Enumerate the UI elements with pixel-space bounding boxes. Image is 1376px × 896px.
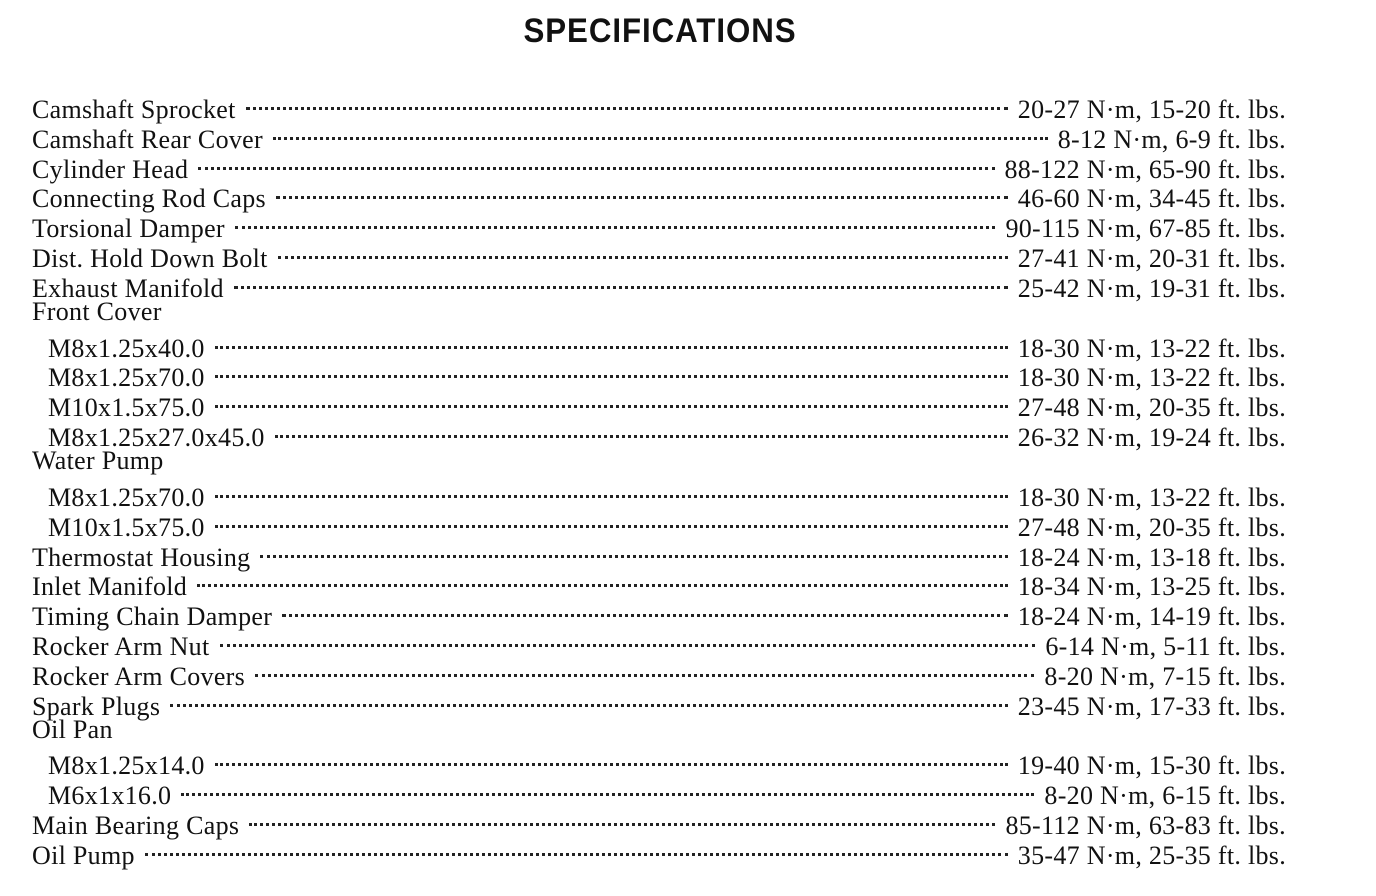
dot-leader: [215, 745, 1008, 775]
spec-label: Torsional Damper: [32, 214, 225, 244]
spec-label: Inlet Manifold: [32, 572, 188, 602]
spec-label: Thermostat Housing: [32, 542, 251, 572]
spec-value: 8-20 N·m, 7-15 ft. lbs.: [1044, 661, 1286, 691]
dot-leader: [220, 625, 1036, 655]
spec-label: Spark Plugs: [32, 691, 161, 721]
spec-label: M6x1x16.0: [48, 781, 172, 811]
spec-value: 18-30 N·m, 13-22 ft. lbs.: [1017, 333, 1286, 363]
dot-leader: [278, 237, 1008, 267]
spec-row: [32, 476, 1286, 512]
spec-label: Rocker Arm Nut: [32, 632, 210, 662]
spec-list: [32, 88, 1286, 870]
spec-label: Rocker Arm Covers: [32, 661, 246, 691]
spec-value: 27-48 N·m, 20-35 ft. lbs.: [1017, 512, 1286, 542]
dot-leader: [197, 566, 1008, 596]
page-title: SPECIFICATIONS: [523, 12, 797, 50]
spec-value: 18-34 N·m, 13-25 ft. lbs.: [1017, 572, 1286, 602]
dot-leader: [235, 207, 996, 237]
spec-value: 46-60 N·m, 34-45 ft. lbs.: [1017, 184, 1286, 214]
dot-leader: [145, 834, 1008, 864]
dot-leader: [234, 267, 1008, 297]
spec-value: 6-14 N·m, 5-11 ft. lbs.: [1045, 632, 1286, 662]
spec-label: Camshaft Rear Cover: [32, 124, 263, 154]
dot-leader: [260, 536, 1007, 566]
spec-value: 26-32 N·m, 19-24 ft. lbs.: [1017, 423, 1286, 453]
spec-value: 90-115 N·m, 67-85 ft. lbs.: [1005, 214, 1286, 244]
dot-leader: [215, 506, 1008, 536]
spec-label: Timing Chain Damper: [32, 602, 273, 632]
spec-value: 85-112 N·m, 63-83 ft. lbs.: [1005, 811, 1286, 841]
dot-leader: [181, 774, 1034, 804]
dot-leader: [215, 386, 1008, 416]
spec-label: Connecting Rod Caps: [32, 184, 266, 214]
spec-label: Exhaust Manifold: [32, 273, 224, 303]
dot-leader: [170, 685, 1008, 715]
spec-label: Camshaft Sprocket: [32, 94, 236, 124]
spec-value: 27-41 N·m, 20-31 ft. lbs.: [1017, 244, 1286, 274]
spec-label: M8x1.25x70.0: [48, 482, 205, 512]
dot-leader: [282, 595, 1008, 625]
spec-label: M10x1.5x75.0: [48, 393, 205, 423]
spec-value: 35-47 N·m, 25-35 ft. lbs.: [1017, 840, 1286, 870]
dot-leader: [215, 476, 1008, 506]
spec-value: 23-45 N·m, 17-33 ft. lbs.: [1017, 691, 1286, 721]
spec-value: 20-27 N·m, 15-20 ft. lbs.: [1017, 94, 1286, 124]
spec-row: [32, 327, 1286, 363]
spec-label: Cylinder Head: [32, 154, 189, 184]
spec-value: 18-30 N·m, 13-22 ft. lbs.: [1017, 363, 1286, 393]
spec-label: M8x1.25x70.0: [48, 363, 205, 393]
spec-value: 25-42 N·m, 19-31 ft. lbs.: [1017, 273, 1286, 303]
spec-value: 18-24 N·m, 13-18 ft. lbs.: [1017, 542, 1286, 572]
spec-value: 19-40 N·m, 15-30 ft. lbs.: [1017, 751, 1286, 781]
dot-leader: [198, 148, 994, 178]
spec-label: Dist. Hold Down Bolt: [32, 244, 268, 274]
spec-row: [32, 88, 1286, 124]
dot-leader: [275, 416, 1008, 446]
spec-value: 88-122 N·m, 65-90 ft. lbs.: [1004, 154, 1286, 184]
dot-leader: [246, 88, 1008, 118]
dot-leader: [276, 178, 1008, 208]
dot-leader: [255, 655, 1034, 685]
spec-value: 18-30 N·m, 13-22 ft. lbs.: [1017, 482, 1286, 512]
dot-leader: [249, 804, 995, 834]
spec-row: [32, 745, 1286, 781]
spec-label: Main Bearing Caps: [32, 811, 240, 841]
spec-value: 8-12 N·m, 6-9 ft. lbs.: [1057, 124, 1286, 154]
dot-leader: [215, 357, 1008, 387]
dot-leader: [273, 118, 1048, 148]
spec-label: Oil Pump: [32, 840, 135, 870]
spec-label: Front Cover: [32, 296, 162, 326]
spec-value: 8-20 N·m, 6-15 ft. lbs.: [1044, 781, 1286, 811]
spec-label: Water Pump: [32, 446, 164, 476]
dot-leader: [215, 327, 1008, 357]
spec-label: M8x1.25x40.0: [48, 333, 205, 363]
spec-label: M8x1.25x14.0: [48, 751, 205, 781]
spec-label: M8x1.25x27.0x45.0: [48, 423, 265, 453]
spec-value: 18-24 N·m, 14-19 ft. lbs.: [1017, 602, 1286, 632]
spec-value: 27-48 N·m, 20-35 ft. lbs.: [1017, 393, 1286, 423]
spec-label: Oil Pan: [32, 714, 113, 744]
spec-label: M10x1.5x75.0: [48, 512, 205, 542]
